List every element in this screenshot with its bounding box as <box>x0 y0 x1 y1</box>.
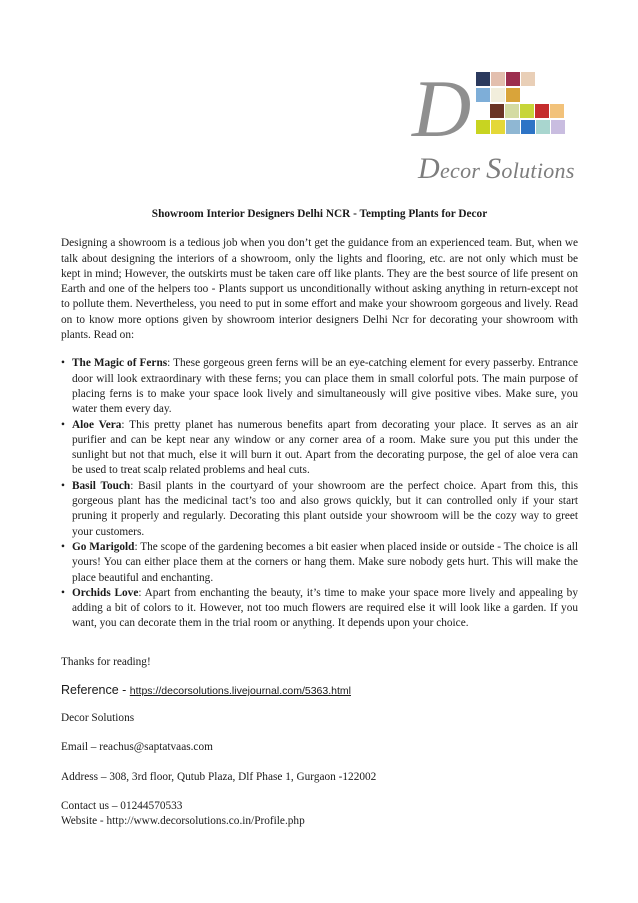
item-body: : These gorgeous green ferns will be an eye-catching element for every passerby. Entrance door will look extraordinary with these ferns; you can place them in small colorful pots. The main purpose of placing ferns is to make your space look lively and simultaneously will give positive vibes. Make sure, you water them every day. <box>72 357 578 416</box>
website-line: Website - http://www.decorsolutions.co.in/Profile.php <box>61 815 305 828</box>
reference-label: Reference - <box>61 683 130 698</box>
company-logo <box>412 63 587 190</box>
item-body: : Basil plants in the courtyard of your showroom are the perfect choice. Apart from this, this gorgeous plant has the medicinal tact’s too and also grows quickly, but it can controlled only if your start pruning it properly and regularly. Decorating this plant outside your showroom will be the cozy way to greet your customers. <box>72 479 579 538</box>
list-item <box>61 586 578 632</box>
list-item <box>61 418 578 479</box>
item-body: : The scope of the gardening becomes a bit easier when placed inside or outside - The choice is all yours! You can either place them at the corners or hang them. Make sure nobody gets hurt. This will make the place beautiful and enchanting. <box>72 540 578 584</box>
logo-swatch <box>505 104 519 118</box>
item-title: Basil Touch <box>72 479 131 492</box>
logo-swatch <box>536 120 550 134</box>
list-item <box>61 479 578 540</box>
logo-swatch <box>520 104 534 118</box>
item-title: Go Marigold <box>72 540 135 553</box>
bullet: • <box>61 418 65 431</box>
item-title: The Magic of Ferns <box>72 357 168 370</box>
logo-word-1: ecor <box>439 158 481 183</box>
logo-swatch <box>490 104 504 118</box>
company-name: Decor Solutions <box>61 712 135 725</box>
bullet: • <box>61 540 65 553</box>
list-item <box>61 356 578 417</box>
item-body: : Apart from enchanting the beauty, it’s time to make your space more lively and appealing by adding a bit of colors to it. However, not too much flowers are required else it will look like a garden. If you want, you can decorate them in the trial room or anything. It depends upon your choice. <box>72 586 578 630</box>
logo-swatch <box>476 88 490 102</box>
document-title: Showroom Interior Designers Delhi NCR - Tempting Plants for Decor <box>151 208 488 220</box>
logo-swatch <box>491 72 505 86</box>
logo-swatch <box>491 120 505 134</box>
logo-initial-2: S <box>486 152 502 185</box>
contact-line: Contact us – 01244570533 <box>61 799 183 812</box>
logo-swatch <box>491 88 505 102</box>
bullet: • <box>61 357 65 370</box>
logo-swatch <box>506 72 520 86</box>
logo-wordmark <box>418 152 575 186</box>
logo-letter: D <box>412 63 472 154</box>
plant-list <box>61 356 578 631</box>
logo-swatch <box>506 120 520 134</box>
bullet: • <box>61 586 65 599</box>
email-line: Email – reachus@saptatvaas.com <box>61 741 213 754</box>
list-item <box>61 540 578 586</box>
item-body: : This pretty planet has numerous benefits apart from decorating your place. It serves as an air purifier and can be kept near any window or any corner area of a room. Make sure you put this under the sunlight but not that much, else it will burn it out. Apart from the decorating purpose, the gel of aloe vera can be used to treat scalp related problems and heal cuts. <box>72 418 578 477</box>
reference-line <box>61 682 578 699</box>
logo-swatch <box>521 120 535 134</box>
intro-paragraph: Designing a showroom is a tedious job when you don’t get the guidance from an experienced team. But, when we talk about designing the interiors of a showroom, only the lights and flooring, etc. are not only which must be kept in mind; However, the outskirts must be taken care off like plants. They are the best source of life present on Earth and one of the helpers too - Plants support us unconditionally without asking anything in return-except not to pollute them. Nevertheless, you need to put in some effort and make your showroom gorgeous and lively. Read on to know more options given by showroom interior designers Delhi Ncr for decorating your showroom with plants. Read on: <box>61 237 578 342</box>
address-line: Address – 308, 3rd floor, Qutub Plaza, Dlf Phase 1, Gurgaon -122002 <box>61 770 377 783</box>
logo-swatch <box>535 104 549 118</box>
item-title: Orchids Love <box>72 586 139 599</box>
reference-link[interactable]: https://decorsolutions.livejournal.com/5363.html <box>129 685 351 698</box>
logo-initial-1: D <box>418 152 440 185</box>
logo-swatch <box>476 72 490 86</box>
thanks-line: Thanks for reading! <box>61 655 151 668</box>
logo-word-2: olutions <box>501 158 575 183</box>
document-body <box>61 207 578 830</box>
item-title: Aloe Vera <box>72 418 122 431</box>
logo-swatch <box>521 72 535 86</box>
bullet: • <box>61 479 65 492</box>
logo-swatch <box>551 120 565 134</box>
logo-swatch <box>506 88 520 102</box>
logo-swatch <box>476 120 490 134</box>
logo-swatch <box>550 104 564 118</box>
